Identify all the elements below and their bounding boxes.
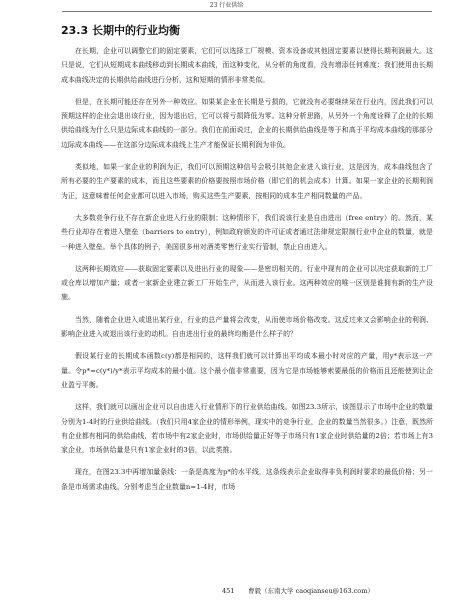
paragraph: 这两种长期效应——获取固定要素以及进出行业的现象——是密切相关的。行业中现有的企业可以决定获取新的工厂或仓库以增加产量；或者一家新企业建立新工厂开始生产，从而进入该行业。这两种效应的唯一区别是谁拥有新的生产设施。: [61, 264, 433, 302]
header-divider: [62, 11, 432, 12]
paragraph: 在长期，企业可以调整它们的固定要素，它们可以选择工厂规模、资本设备或其他固定要素以使得长期利润最大。这只是说，它们从短期成本曲线移动到长期成本曲线，而这种变化，从分析的角度看，没有增添任何难度：我们使用由长期成本曲线决定的长期供给曲线进行分析，这和短期的情形非常类似。: [61, 47, 433, 84]
paragraph: 现在，在图23.3中再增加量条线：一条是高度为p*的水平线，这条线表示企业取得非负利润时要求的最低价格；另一条是市场需求曲线。分别考虑当企业数量n=1-4时，市场: [61, 468, 433, 491]
paragraph: 假设某行业的长期成本函数c(y)都是相同的，这样我们就可以计算出平均成本最小时对应的产量，用y*表示这一产量。令p*=c(y*)/y*表示平均成本的最小值。这个最小值非常重要，因为它是市场能够索要最低的价格而且还能使到让企业盈亏平衡。: [61, 352, 433, 389]
page-number: 451: [222, 587, 235, 595]
paragraph: 当然，随着企业进入或退出某行业，行业的总产量将会改变，从而使市场价格改变。这反过来又会影响企业的利润、影响企业进入或退出该行业的动机。自由进出行业的最终均衡是什么样子的？: [61, 315, 433, 339]
paragraph: 但是，在长期可能还存在另外一种效应。如果某企业在长期是亏损的，它就没有必要继续呆在行业内，因此我们可以预期这样的企业会退出该行业，因为退出后，它可以将亏损降低为零。这种分析思路，从另外一个角度诠释了企业的长期供给曲线为什么只是边际成本曲线的一部分。我们在前面说过，企业的长期供给曲线是等于和高于平均成本曲线的那部分边际成本曲线——在这部分边际成本曲线上生产才能保证长期利润为非负。: [61, 97, 433, 149]
paragraph: 类似地，如果一家企业的利润为正，我们可以预期这种信号会吸引其他企业进入该行业，这是因为，成本曲线包含了所有必要的生产要素的成本，而且这些要素的价格要按照市场价格（即它们的机会成本）计算。如果一家企业的长期利润为正，这意味着任何企业都可以进入市场，购买这些生产要素，按相同的成本生产相同数量的产品。: [61, 163, 433, 200]
author-credit: 曹毅（东南大学 caoqianseu@163.com）: [248, 587, 374, 595]
body-text: [61, 44, 433, 502]
paragraph: 大多数竞争行业不存在新企业进入行业的限制；这种情形下，我们说该行业是自由进出（free entry）的。然而，某些行业却存在着进入壁垒（barriers to entry），例如政府颁发的许可证或者通过法律规定限制行业中企业的数量，就是一种进入壁垒。举个具体的例子，美国很多州对酒类零售行业实行管制，禁止自由进入。: [61, 213, 433, 251]
section-title: 23.3 长期中的行业均衡: [61, 24, 180, 37]
paragraph: 这样，我们就可以画出企业可以自由进入行业情形下的行业供给曲线。如图23.3所示，该图显示了市场中企业的数量分别为1-4时的行业供给曲线。（我们只用4家企业的情形举例，现实中的竞争行业，企业的数量当然很多。）注意，既然所有企业都有相同的供给曲线，若市场中有2家企业时，市场供给量正好等于市场只有1家企业时供给量的2倍；若市场上有3家企业，市场供给量是只有1家企业时的3倍，以此类推。: [61, 403, 433, 455]
page-footer: [0, 584, 453, 598]
running-header-text: 23 行业供给: [209, 2, 244, 9]
